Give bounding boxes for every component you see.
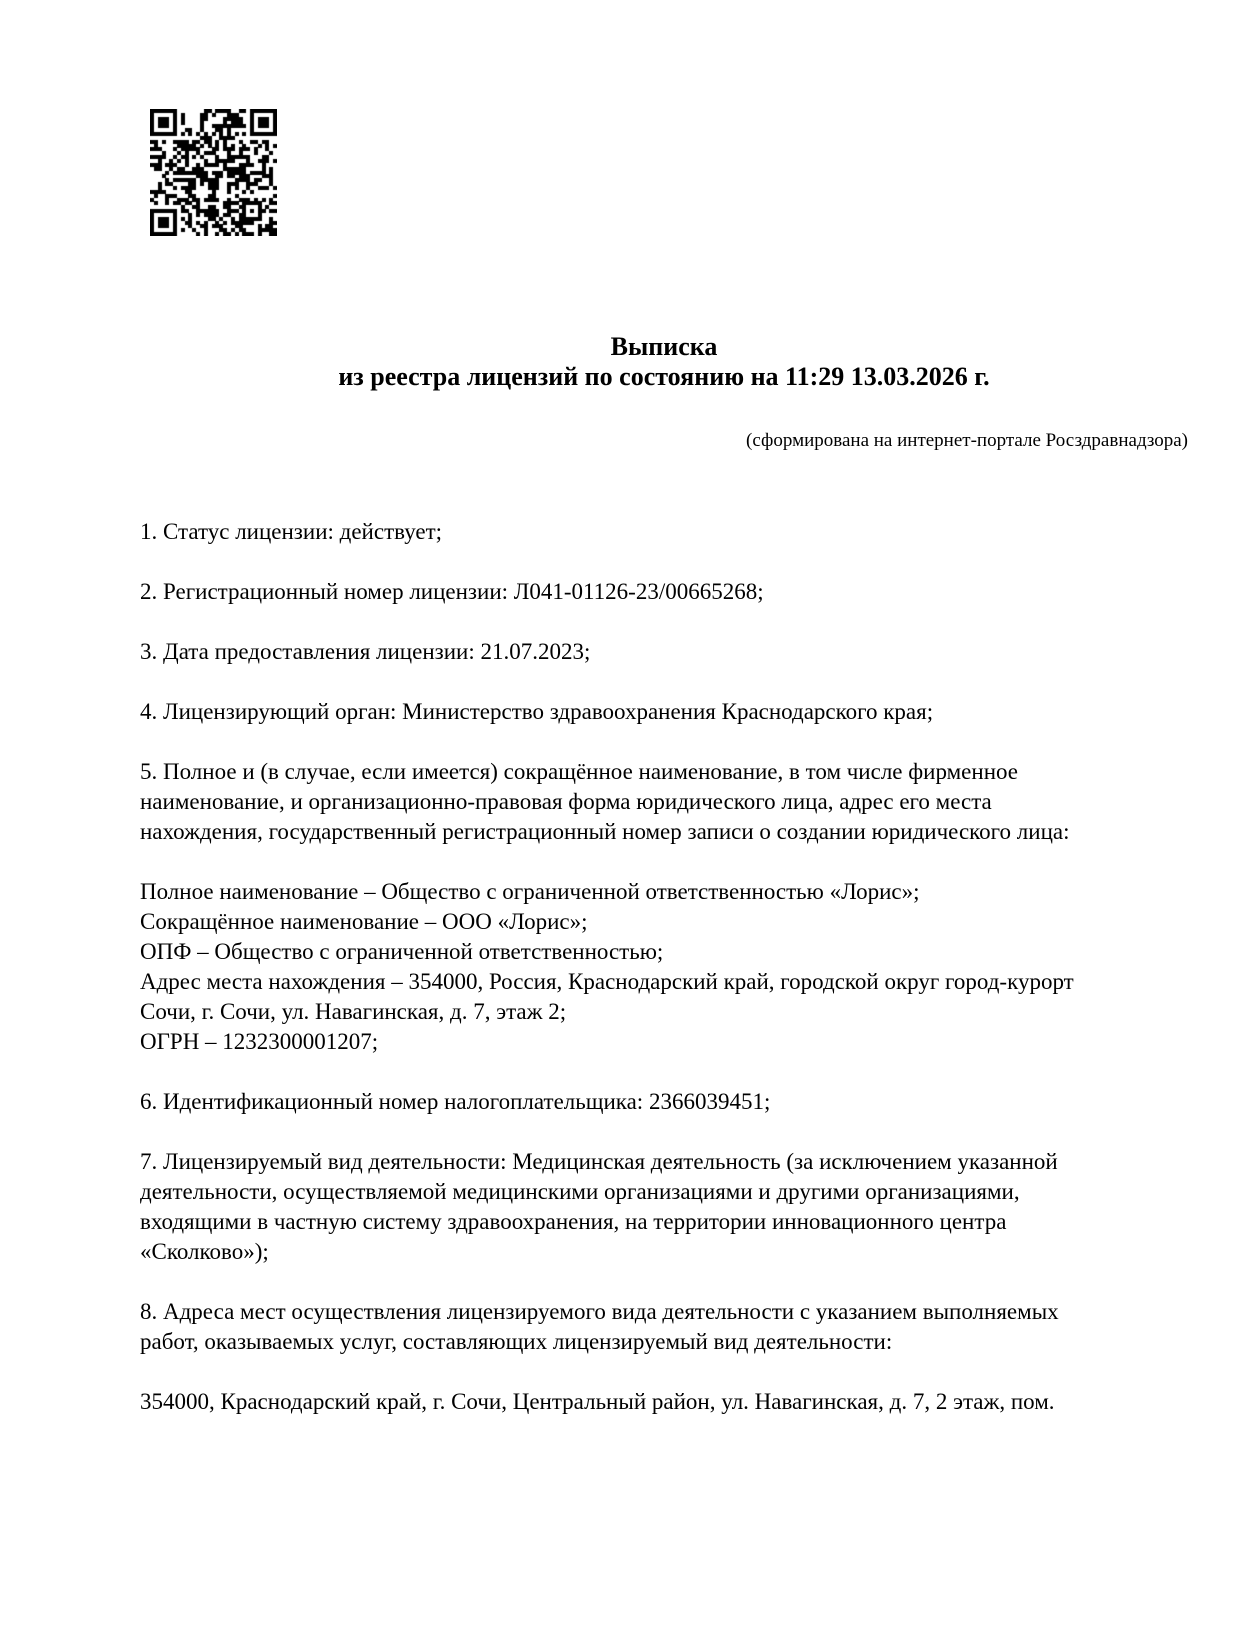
text-line: 8. Адреса мест осуществления лицензируемого вида деятельности с указанием выполняемых [140,1299,1059,1324]
text-line: 2. Регистрационный номер лицензии: Л041-01126-23/00665268; [140,579,764,604]
text-line: наименование, и организационно-правовая форма юридического лица, адрес его места [140,789,992,814]
document-body [140,517,1188,1447]
item-8-activity-addresses-heading [140,1297,1188,1357]
text-line: «Сколково»); [140,1239,269,1264]
text-line: работ, оказываемых услуг, составляющих лицензируемый вид деятельности: [140,1329,893,1354]
text-line: 7. Лицензируемый вид деятельности: Медицинская деятельность (за исключением указанной [140,1149,1058,1174]
short-name-line: Сокращённое наименование – ООО «Лорис»; [140,909,588,934]
text-line: входящими в частную систему здравоохранения, на территории инновационного центра [140,1209,1007,1234]
text-line: 354000, Краснодарский край, г. Сочи, Центральный район, ул. Навагинская, д. 7, 2 этаж, пом. [140,1389,1055,1414]
text-line: деятельности, осуществляемой медицинскими организациями и другими организациями, [140,1179,1020,1204]
generation-note: (сформирована на интернет-портале Росздравнадзора) [746,430,1188,451]
full-name-line: Полное наименование – Общество с ограниченной ответственностью «Лорис»; [140,879,920,904]
address-line: Сочи, г. Сочи, ул. Навагинская, д. 7, этаж 2; [140,999,567,1024]
activity-address [140,1387,1188,1417]
item-6-taxpayer-number [140,1087,1188,1117]
item-7-licensed-activity [140,1147,1188,1267]
text-line: 4. Лицензирующий орган: Министерство здравоохранения Краснодарского края; [140,699,934,724]
item-1-license-status [140,517,1188,547]
text-line: 6. Идентификационный номер налогоплательщика: 2366039451; [140,1089,771,1114]
text-line: нахождения, государственный регистрационный номер записи о создании юридического лица: [140,819,1070,844]
text-line: 3. Дата предоставления лицензии: 21.07.2023; [140,639,591,664]
item-5-organization-info-heading [140,757,1188,847]
text-line: 1. Статус лицензии: действует; [140,519,443,544]
text-line: 5. Полное и (в случае, если имеется) сокращённое наименование, в том числе фирменное [140,759,1018,784]
address-line: Адрес места нахождения – 354000, Россия, Краснодарский край, городской округ город-курорт [140,969,1074,994]
item-3-grant-date [140,637,1188,667]
title-line-2: из реестра лицензий по состоянию на 11:29 13.03.2026 г. [338,362,990,391]
title-line-1: Выписка [610,332,718,361]
document-title [140,332,1188,392]
item-2-registration-number [140,577,1188,607]
ogrn-line: ОГРН – 1232300001207; [140,1029,379,1054]
organization-details [140,877,1188,1057]
qr-code-icon [150,109,277,236]
item-4-licensing-authority [140,697,1188,727]
legal-form-line: ОПФ – Общество с ограниченной ответственностью; [140,939,664,964]
